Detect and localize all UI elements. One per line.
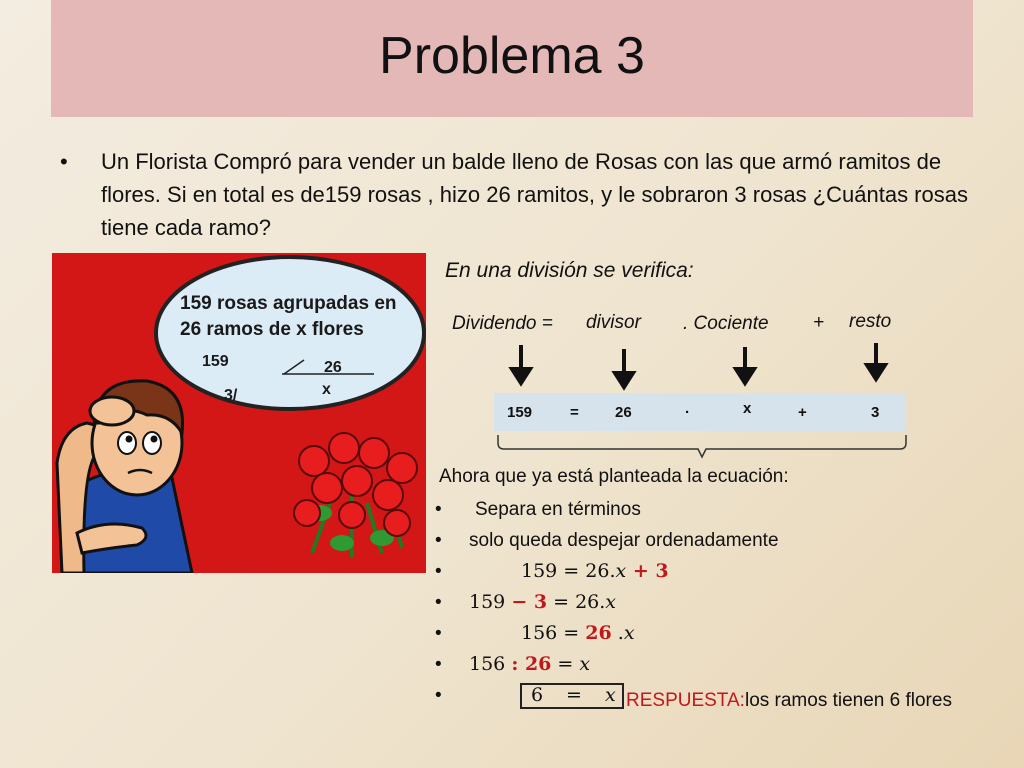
illustration [52,253,426,573]
eq-dot: · [685,404,690,421]
eq-dividend: 159 [507,404,533,421]
bubble-text: 159 rosas agrupadas en 26 ramos de x flores [180,293,397,340]
eq-equals: = [570,404,579,421]
slide-title: Problema 3 [379,27,645,85]
bullet-icon: • [435,623,442,644]
term-divisor: divisor [586,312,641,333]
bullet-icon: • [435,530,442,551]
bubble-divisor: 26 [324,359,342,376]
division-heading: En una división se verifica: [445,259,694,282]
answer-statement: RESPUESTA:los ramos tienen 6 flores [626,690,952,711]
bullet-icon: • [435,685,442,706]
term-quotient: . Cociente [683,313,769,334]
bubble-dividend: 159 [202,353,229,370]
bullet-icon: • [60,149,68,174]
problem-text: Un Florista Compró para vender un balde lleno de Rosas con las que armó ramitos de flores. Si en total es de159 rosas , hizo 26 ramitos, y le sobraron 3 rosas ¿Cuántas rosas tiene cada ramo? [101,149,968,240]
bullet-icon: • [435,561,442,582]
eq-plus: + [798,404,807,421]
eq-remainder: 3 [871,404,880,421]
bubble-remainder: 3/ [224,387,238,404]
answer-box [520,683,624,709]
roses-bouquet [294,433,417,558]
term-remainder: resto [849,311,892,332]
solution-intro: Ahora que ya está planteada la ecuación: [439,466,789,487]
bullet-icon: • [435,654,442,675]
bullet-icon: • [435,499,442,520]
bubble-quotient: x [322,381,331,398]
term-dividend: Dividendo = [452,313,553,334]
title-band [51,0,973,117]
eq-quotient: x [743,400,752,417]
eq-divisor: 26 [615,404,632,421]
term-plus: + [813,312,825,333]
bullet-icon: • [435,592,442,613]
